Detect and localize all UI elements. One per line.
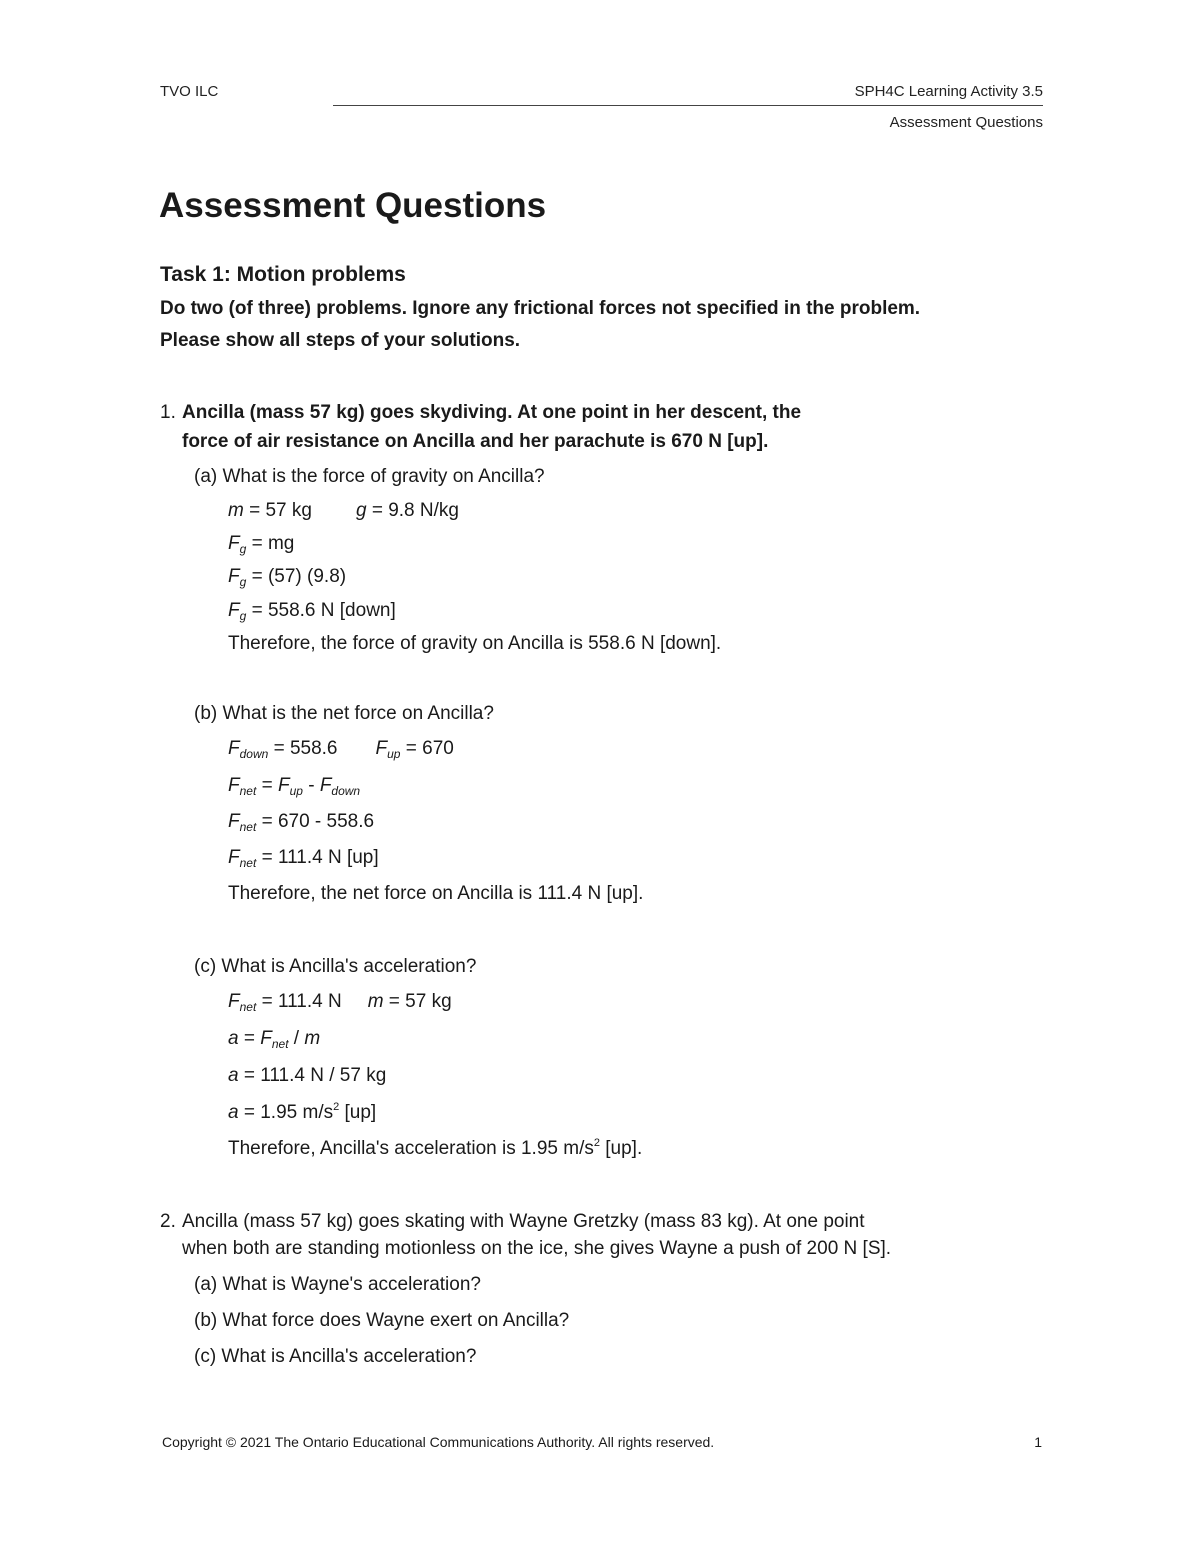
q1a-conclusion: Therefore, the force of gravity on Ancilla is 558.6 N [down]. bbox=[228, 633, 722, 654]
q1c-step-2: a = 111.4 N / 57 kg bbox=[228, 1065, 387, 1086]
q1c-prompt: (c) What is Ancilla's acceleration? bbox=[194, 956, 477, 977]
task-instruction-2: Please show all steps of your solutions. bbox=[160, 330, 521, 351]
header-left: TVO ILC bbox=[160, 83, 219, 100]
task-heading: Task 1: Motion problems bbox=[160, 263, 406, 286]
header-section: Assessment Questions bbox=[889, 114, 1043, 131]
page-title: Assessment Questions bbox=[159, 186, 547, 225]
q1b-step-3: $F_{net} = 111.4$ N [up] bbox=[228, 847, 379, 870]
q1b-prompt: (b) What is the net force on Ancilla? bbox=[194, 703, 494, 724]
q1a-step-2: $F_g = (57)$ (9.8) bbox=[228, 566, 347, 589]
q1a-prompt: (a) What is the force of gravity on Ancilla? bbox=[194, 466, 545, 487]
task-instruction-1: Do two (of three) problems. Ignore any frictional forces not specified in the problem. bbox=[160, 298, 921, 319]
header-course: SPH4C Learning Activity 3.5 bbox=[854, 83, 1043, 100]
q1c-step-1: $a = F_{net} / m$ bbox=[228, 1028, 321, 1051]
q1-text-line-2: force of air resistance on Ancilla and her parachute is 670 N [up]. bbox=[182, 431, 769, 452]
q1a-step-1: $F_g$ = mg bbox=[228, 533, 295, 556]
q1b-step-1: $F_{net} = F_{up} - F_{down}$ bbox=[228, 775, 361, 798]
q2-number: 2. bbox=[160, 1211, 176, 1232]
q1-number: 1. bbox=[160, 402, 176, 423]
q1-text-line-1: Ancilla (mass 57 kg) goes skydiving. At one point in her descent, the bbox=[182, 402, 802, 423]
q2c-prompt: (c) What is Ancilla's acceleration? bbox=[194, 1346, 477, 1367]
q1c-given: $F_{net} = 111.4$ N m = 57 kg bbox=[228, 991, 452, 1014]
footer-copyright: Copyright © 2021 The Ontario Educational Communications Authority. All rights reserved. bbox=[162, 1434, 715, 1450]
q2a-prompt: (a) What is Wayne's acceleration? bbox=[194, 1274, 481, 1295]
q1b-conclusion: Therefore, the net force on Ancilla is 111.4 N [up]. bbox=[228, 883, 644, 904]
q1a-step-3: $F_g = 558.6$ N [down] bbox=[228, 600, 396, 623]
q1b-step-2: $F_{net} = 670 - 558.6$ bbox=[228, 811, 375, 834]
header-divider bbox=[333, 105, 1043, 106]
footer-page-number: 1 bbox=[1034, 1434, 1042, 1450]
q2-text-line-1: Ancilla (mass 57 kg) goes skating with Wayne Gretzky (mass 83 kg). At one point bbox=[182, 1211, 865, 1232]
q1a-given: m = 57 kg g = 9.8 N/kg bbox=[228, 500, 459, 521]
q1c-conclusion: Therefore, Ancilla's acceleration is 1.95 $m/s^2$ [up]. bbox=[228, 1137, 643, 1159]
q2-text-line-2: when both are standing motionless on the ice, she gives Wayne a push of 200 N [S]. bbox=[182, 1238, 892, 1259]
q1c-step-3: a = 1.95 $m/s^2$ [up] bbox=[228, 1101, 377, 1123]
q1b-given: $F_{down} = 558.6$ $F_{up} = 670$ bbox=[228, 738, 454, 761]
q2b-prompt: (b) What force does Wayne exert on Ancilla? bbox=[194, 1310, 570, 1331]
